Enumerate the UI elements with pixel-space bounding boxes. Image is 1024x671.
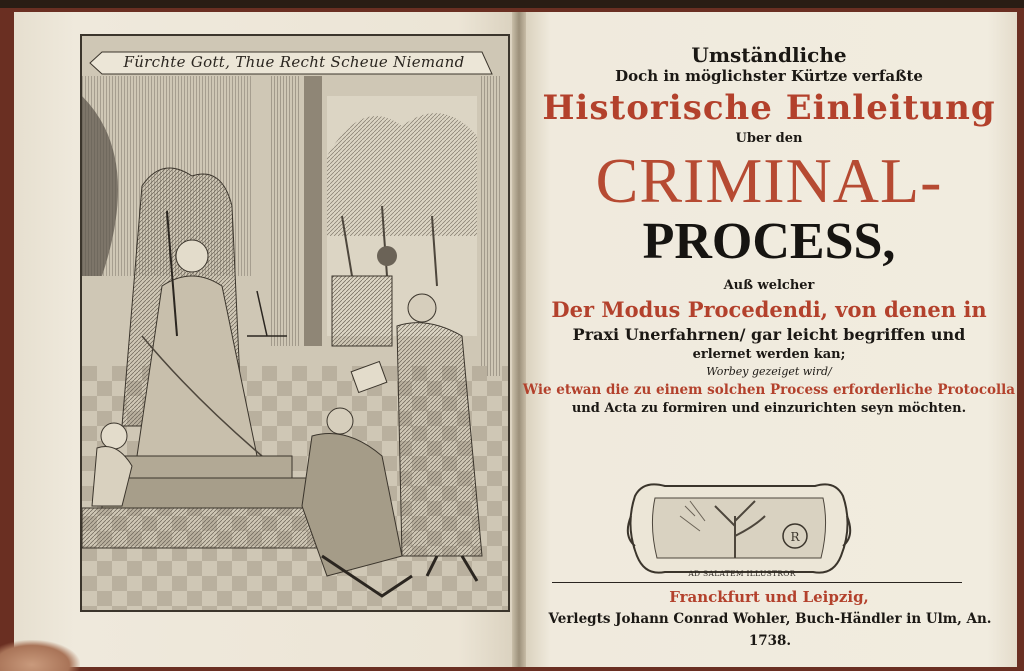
- title-line-10: erlernet werden kan;: [692, 347, 846, 362]
- title-line-6: PROCESS,: [642, 213, 896, 270]
- title-line-13: und Acta zu formiren und einzurichten seyn möchten.: [571, 401, 967, 416]
- title-line-12: Wie etwan die zu einem solchen Process erforderliche Protocolla: [522, 382, 1016, 398]
- frontispiece-engraving: [80, 34, 510, 612]
- title-line-1: Umständliche: [691, 43, 847, 67]
- title-line-2: Doch in möglichster Kürtze verfaßte: [615, 67, 923, 85]
- imprint-rule: [552, 582, 962, 583]
- motto-banner: Fürchte Gott, Thue Recht Scheue Niemand: [123, 53, 465, 71]
- title-line-11: Worbey gezeiget wird/: [706, 365, 832, 378]
- title-line-4: Uber den: [735, 131, 803, 146]
- title-line-9: Praxi Unerfahrnen/ gar leicht begriffen und: [572, 325, 966, 344]
- title-line-3: Historische Einleitung: [542, 88, 996, 128]
- vignette-caption: AD SALATEM ILLUSTROR: [688, 569, 796, 578]
- imprint-place: Franckfurt und Leipzig,: [669, 588, 869, 606]
- title-line-7: Auß welcher: [723, 278, 815, 293]
- title-block: [521, 40, 1017, 418]
- reader-thumb: [0, 640, 80, 671]
- svg-text:R: R: [790, 530, 800, 544]
- engraving-illustration: [82, 36, 508, 610]
- imprint-publisher: Verlegts Johann Conrad Wohler, Buch-Händler in Ulm, An. 1738.: [548, 611, 992, 649]
- title-line-8: Der Modus Procedendi, von denen in: [551, 297, 987, 322]
- title-line-5: CRIMINAL-: [595, 145, 943, 216]
